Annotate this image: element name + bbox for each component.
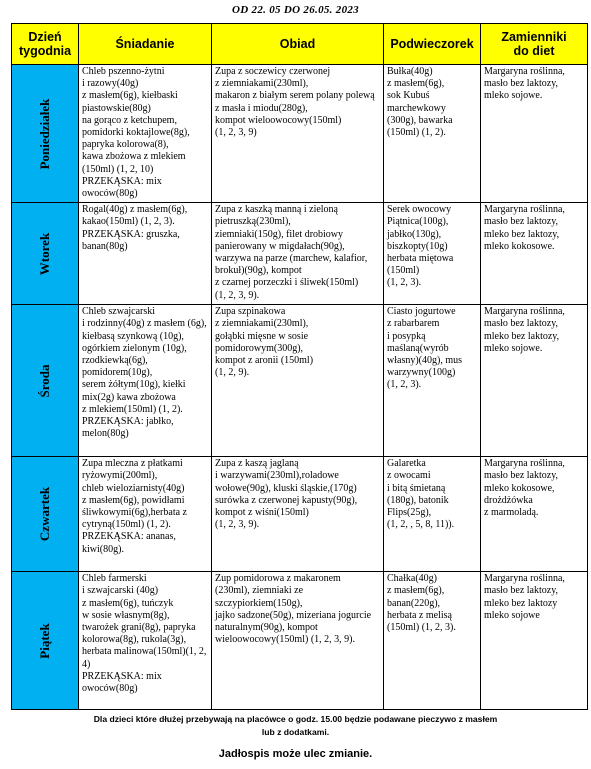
substitutes-cell: Margaryna roślinna, masło bez laktozy, mleko kokosowe, drożdżówka z marmoladą. (481, 457, 588, 572)
substitutes-cell: Margaryna roślinna, masło bez laktozy, mleko bez laktozy, mleko kokosowe. (481, 203, 588, 305)
lunch-cell: Zup pomidorowa z makaronem (230ml), ziemniaki ze szczypiorkiem(150g), jajko sadzone(50g), mizeriana jogurcie naturalnym(90g), kompot wieloowocowy(150ml) (1, 2, 3, 9). (212, 572, 384, 710)
substitutes-cell: Margaryna roślinna, masło bez laktozy, mleko bez laktozy mleko sojowe (481, 572, 588, 710)
header-substitutes: Zamienniki do diet (481, 24, 588, 65)
day-cell-thursday (12, 457, 79, 572)
table-row (12, 203, 588, 305)
substitutes-cell: Margaryna roślinna, masło bez laktozy, mleko bez laktozy, mleko sojowe. (481, 305, 588, 457)
weekly-menu-table (11, 23, 588, 710)
day-label: Czwartek (37, 487, 52, 542)
table-row (12, 305, 588, 457)
table-header-row (12, 24, 588, 65)
snack-cell: Bułka(40g) z masłem(6g), sok Kubuś marchewkowy (300g), bawarka (150ml) (1, 2). (384, 65, 481, 203)
table-row (12, 65, 588, 203)
table-row (12, 457, 588, 572)
snack-cell: Serek owocowy Piątnica(100g), jabłko(130g), biszkopty(10g) herbata miętowa (150ml) (1, 2, 3). (384, 203, 481, 305)
day-label: Poniedziałek (37, 98, 52, 169)
lunch-cell: Zupa szpinakowa z ziemniakami(230ml), gołąbki mięsne w sosie pomidorowym(300g), kompot z aronii (150ml) (1, 2, 9). (212, 305, 384, 457)
lunch-cell: Zupa z kaszą jaglaną i warzywami(230ml),roladowe wołowe(90g), kluski śląskie,(170g) surówka z czerwonej kapusty(90g), kompot z wiśni(150ml) (1, 2, 3, 9). (212, 457, 384, 572)
breakfast-cell: Chleb farmerski i szwajcarski (40g) z masłem(6g), tuńczyk w sosie własnym(8g), twarożek grani(8g), papryka kolorowa(8g), rukola(3g), herbata malinowa(150ml)(1, 2, 4) PRZEKĄSKA: mix owoców(80g) (79, 572, 212, 710)
breakfast-cell: Zupa mleczna z płatkami ryżowymi(200ml), chleb wieloziarnisty(40g) z masłem(6g), powidłami śliwkowymi(6g),herbata z cytryną(150ml) (1, 2). PRZEKĄSKA: ananas, kiwi(80g). (79, 457, 212, 572)
breakfast-cell: Chleb pszenno-żytni i razowy(40g) z masłem(6g), kiełbaski piastowskie(80g) na gorąco z ketchupem, pomidorki koktajlowe(8g), papryka kolorowa(8), kawa zbożowa z mlekiem (150ml) (1, 2, 10) PRZEKĄSKA: mix owoców(80g) (79, 65, 212, 203)
snack-cell: Chałka(40g) z masłem(6g), banan(220g), herbata z melisą (150ml) (1, 2, 3). (384, 572, 481, 710)
lunch-cell: Zupa z soczewicy czerwonej z ziemniakami(230ml), makaron z białym serem polany polewą z masła i miodu(280g), kompot wieloowocowy(150ml) (1, 2, 3, 9) (212, 65, 384, 203)
day-cell-monday (12, 65, 79, 203)
menu-date-range: OD 22. 05 DO 26.05. 2023 (232, 4, 359, 16)
header-snack: Podwieczorek (384, 24, 481, 65)
header-breakfast: Śniadanie (79, 24, 212, 65)
day-label: Piątek (37, 623, 52, 659)
day-label: Wtorek (37, 232, 52, 275)
lunch-cell: Zupa z kaszką manną i zieloną pietruszką(230ml), ziemniaki(150g), filet drobiowy panierowany w migdałach(90g), warzywa na parze (marchew, kalafior, brokuł)(90g), kompot z czarnej porzeczki i śliwek(150ml) (1, 2, 3, 9). (212, 203, 384, 305)
day-cell-wednesday (12, 305, 79, 457)
substitutes-cell: Margaryna roślinna, masło bez laktozy, mleko sojowe. (481, 65, 588, 203)
day-label: Środa (37, 364, 52, 398)
header-day: Dzień tygodnia (12, 24, 79, 65)
snack-cell: Ciasto jogurtowe z rabarbarem i posypką maślaną(wyrób własny)(40g), mus warzywny(100g) (1, 2, 3). (384, 305, 481, 457)
afternoon-bread-note: Dla dzieci które dłużej przebywają na placówce o godz. 15.00 będzie podawane pieczywo z masłem lub z dodatkami. (93, 714, 498, 737)
day-cell-friday (12, 572, 79, 710)
snack-cell: Galaretka z owocami i bitą śmietaną (180g), batonik Flips(25g), (1, 2, , 5, 8, 11)). (384, 457, 481, 572)
header-lunch: Obiad (212, 24, 384, 65)
table-row (12, 572, 588, 710)
breakfast-cell: Chleb szwajcarski i rodzinny(40g) z masłem (6g), kiełbasą szynkową (10g), ogórkiem zielonym (10g), rzodkiewką(6g), pomidorem(10g), serem żółtym(10g), kiełki mix(2g) kawa zbożowa z mlekiem(150ml) (1, 2). PRZEKĄSKA: jabłko, melon(80g) (79, 305, 212, 457)
day-cell-tuesday (12, 203, 79, 305)
menu-change-warning: Jadłospis może ulec zmianie. (218, 748, 373, 760)
breakfast-cell: Rogal(40g) z masłem(6g), kakao(150ml) (1, 2, 3). PRZEKĄSKA: gruszka, banan(80g) (79, 203, 212, 305)
